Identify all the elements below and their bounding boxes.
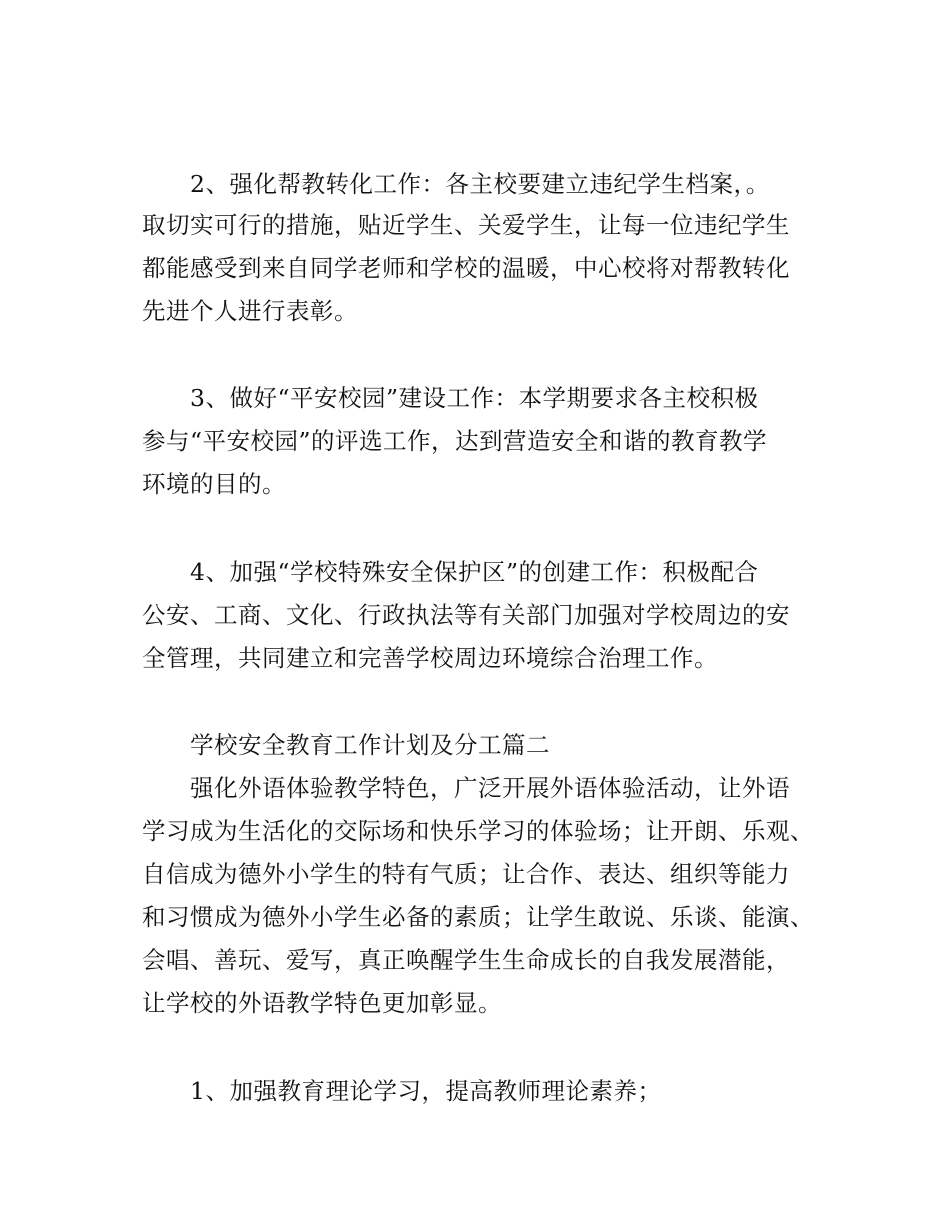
paragraph-line: 强化外语体验教学特色，广泛开展外语体验活动，让外语	[190, 774, 790, 802]
paragraph-line: 会唱、善玩、爱写，真正唤醒学生生命成长的自我发展潜能，	[142, 946, 790, 974]
paragraph-line: 都能感受到来自同学老师和学校的温暖，中心校将对帮教转化	[142, 254, 790, 282]
paragraph-line: 先进个人进行表彰。	[142, 297, 358, 325]
paragraph-line: 参与“平安校园”的评选工作，达到营造安全和谐的教育教学	[142, 427, 768, 455]
paragraph-line: 公安、工商、文化、行政执法等有关部门加强对学校周边的安	[142, 601, 790, 629]
paragraph-line: 4、加强“学校特殊安全保护区”的创建工作：积极配合	[190, 558, 759, 586]
paragraph-line: 和习惯成为德外小学生必备的素质；让学生敢说、乐谈、能演、	[142, 903, 814, 931]
paragraph-line: 自信成为德外小学生的特有气质；让合作、表达、组织等能力	[142, 860, 790, 888]
paragraph-line: 3、做好“平安校园”建设工作：本学期要求各主校积极	[190, 384, 759, 412]
paragraph-line: 学习成为生活化的交际场和快乐学习的体验场；让开朗、乐观、	[142, 817, 814, 845]
paragraph-line: 全管理，共同建立和完善学校周边环境综合治理工作。	[142, 644, 718, 672]
paragraph-line: 让学校的外语教学特色更加彰显。	[142, 989, 502, 1017]
paragraph-line: 1、加强教育理论学习，提高教师理论素养；	[190, 1077, 662, 1105]
paragraph-line: 取切实可行的措施，贴近学生、关爱学生，让每一位违纪学生	[142, 211, 790, 239]
paragraph-line: 2、强化帮教转化工作：各主校要建立违纪学生档案，。	[190, 170, 770, 198]
section-heading: 学校安全教育工作计划及分工篇二	[190, 731, 550, 759]
paragraph-line: 环境的目的。	[142, 470, 286, 498]
